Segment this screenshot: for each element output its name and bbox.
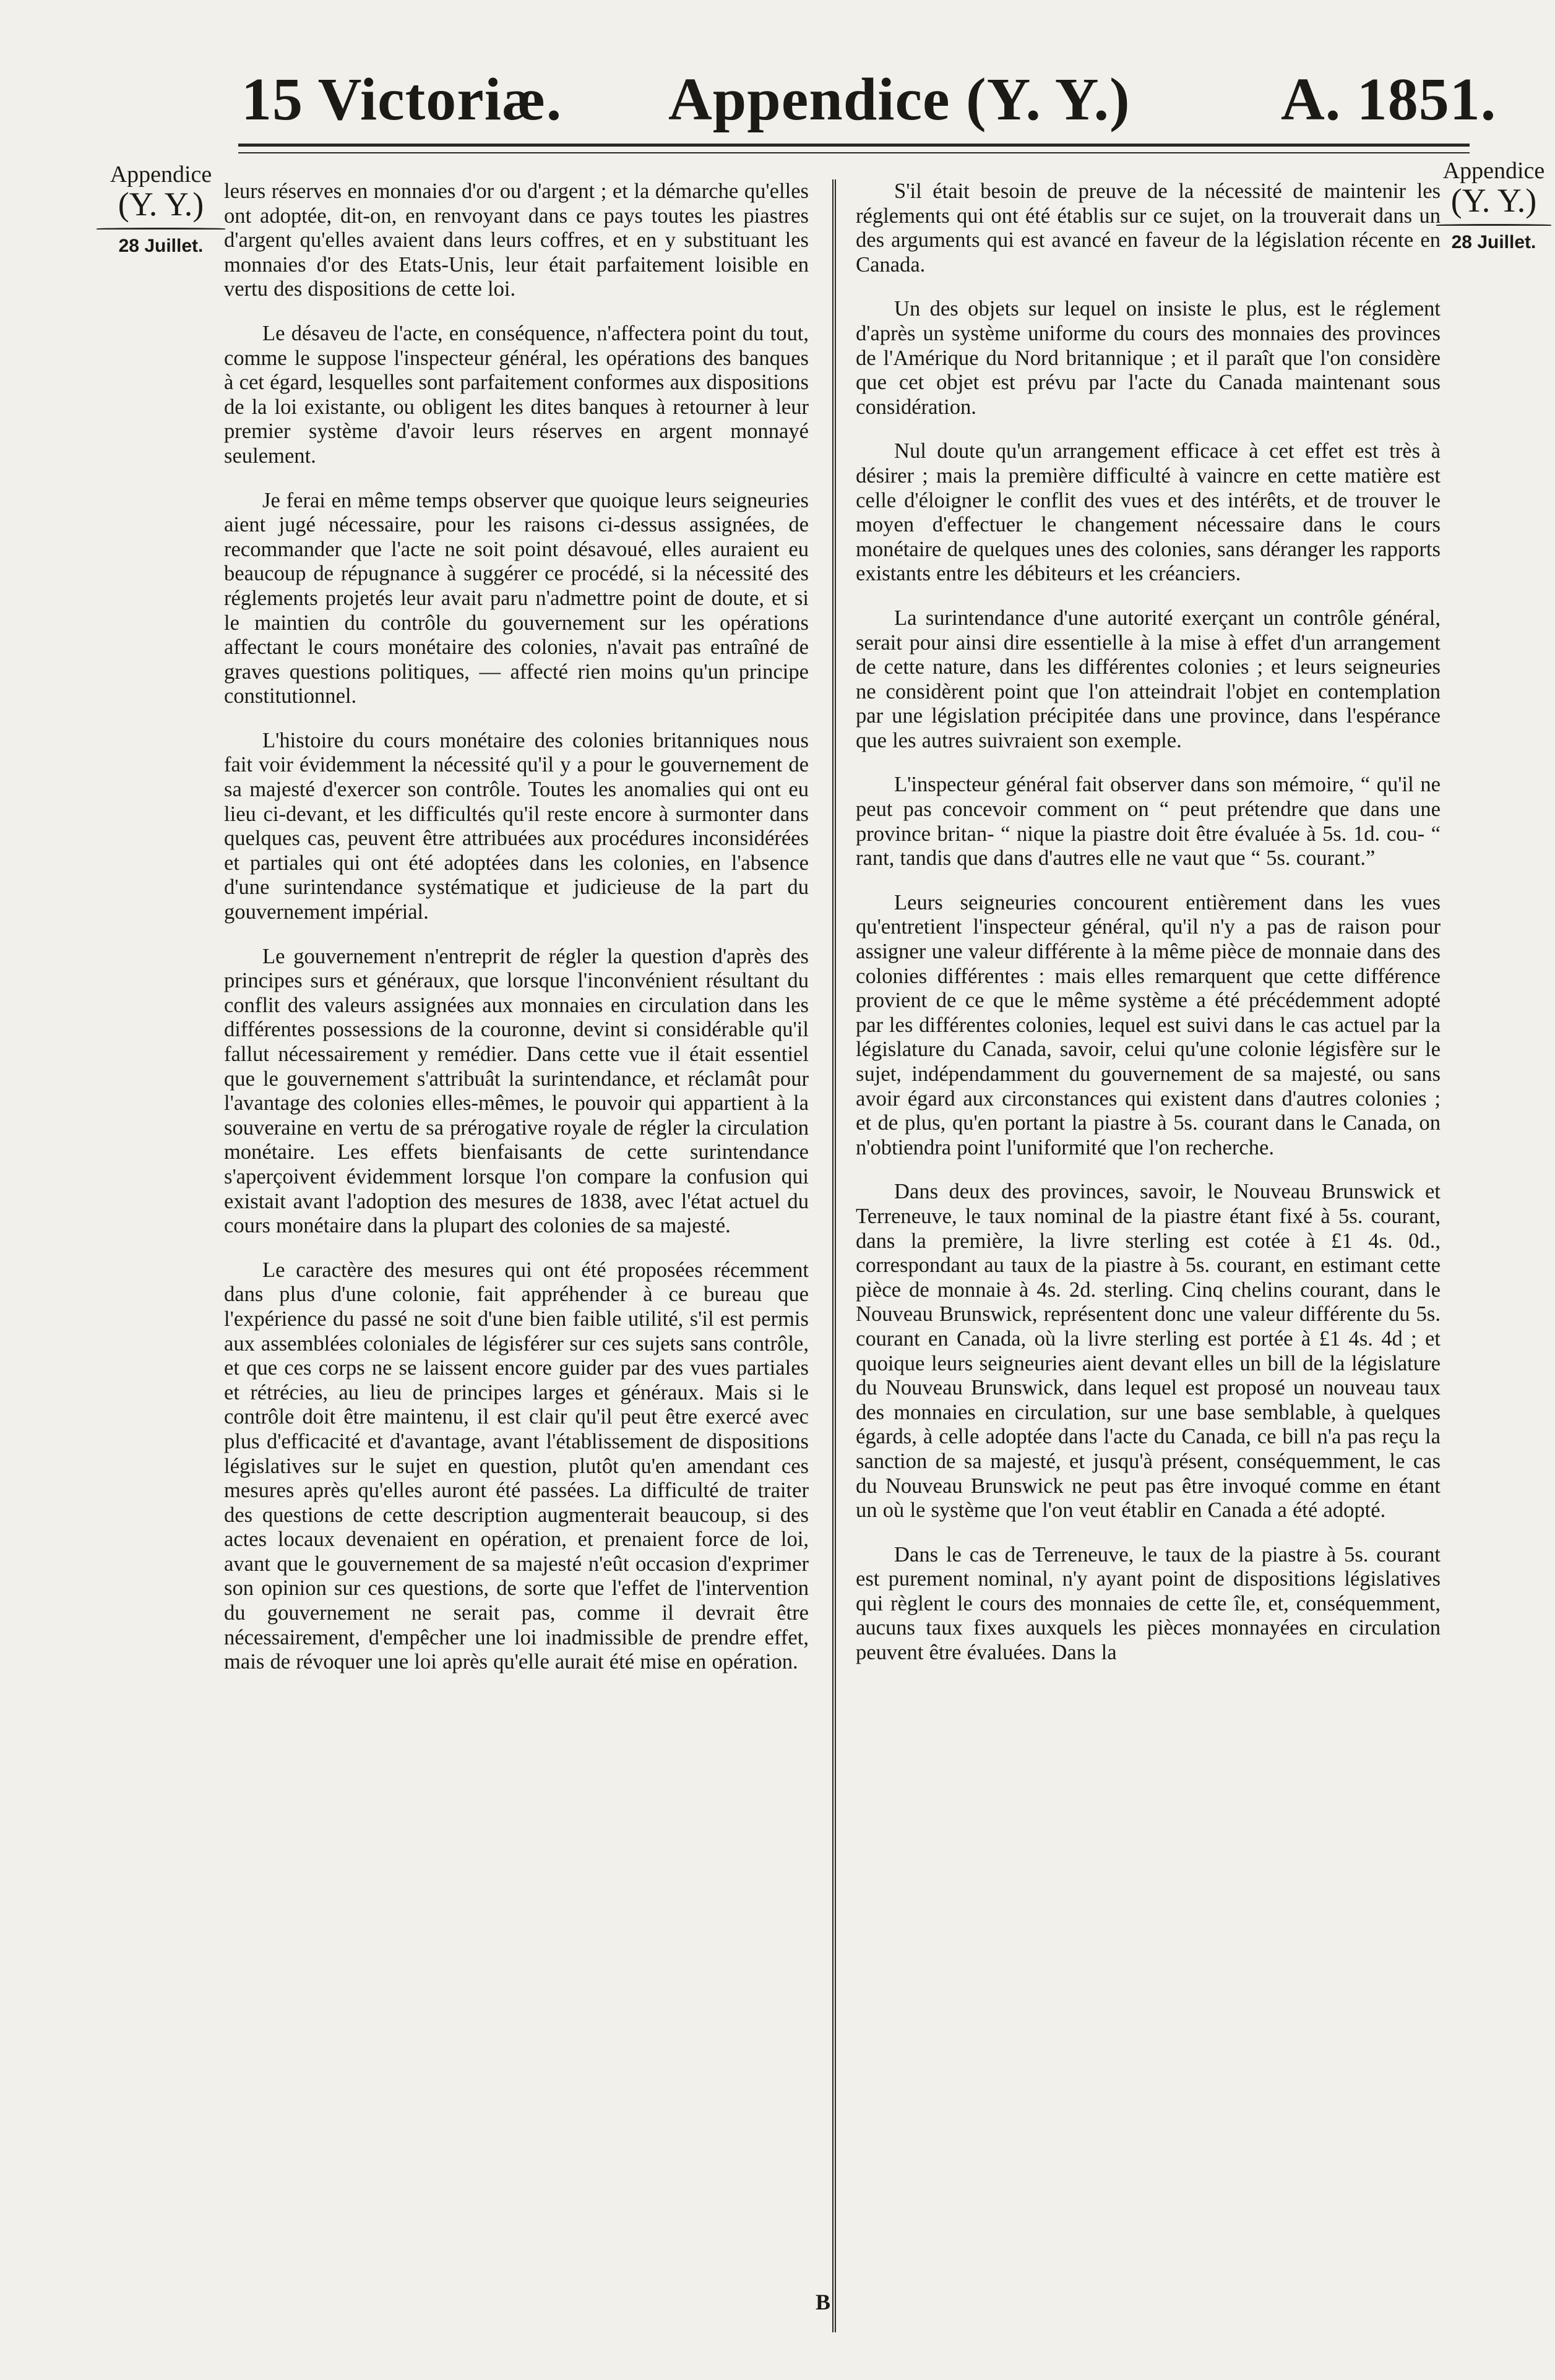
header-rule-thick [238, 144, 1470, 147]
paragraph: Dans deux des provinces, savoir, le Nouveau Brunswick et Terreneuve, le taux nominal de la piastre étant fixé à 5s. courant, dans la première, la livre sterling est cotée à £1 4s. 0d., correspondant au taux de la piastre à 5s. courant, en estimant cette pièce de monnaie à 4s. 2d. sterling. Cinq chelins courant, dans le Nouveau Brunswick, représentent donc une valeur différente du 5s. courant en Canada, où la livre sterling est portée à £1 4s. 4d ; et quoique leurs seigneuries aient devant elles un bill de la législature du Nouveau Brunswick, dans lequel est proposé un nouveau taux des monnaies en circulation, sur une base semblable, à quelques égards, à celle adoptée dans l'acte du Canada, ce bill n'a pas reçu la sanction de sa majesté, et jusqu'à présent, conséquemment, le cas du Nouveau Brunswick ne peut pas être invoqué comme en étant un où le système que l'on veut établir en Canada a été adopté. [856, 1180, 1441, 1523]
year: A. 1851. [1281, 66, 1497, 133]
paragraph: Dans le cas de Terreneuve, le taux de la piastre à 5s. courant est purement nominal, n'y ayant point de dispositions législatives qui règlent le cours des monnaies de cette île, et, conséquemment, aucuns taux fixes auxquels les pièces monnayées en circulation peuvent être évaluées. Dans la [856, 1542, 1441, 1665]
paragraph: Le gouvernement n'entreprit de régler la question d'après des principes surs et généraux, que lorsque l'inconvénient résultant du conflit des valeurs assignées aux monnaies en circulation dans les différentes possessions de la couronne, devint si considérable qu'il fallut nécessairement y remédier. Dans cette vue il était essentiel que le gouvernement s'attribuât la surintendance, et réclamât pour l'avantage des colonies elles-mêmes, le pouvoir qui appartient à la souveraine en vertu de sa prérogative royale de régler la circulation monétaire. Les effets bienfaisants de cette surintendance s'aperçoivent évidemment lorsque l'on compare la confusion qui existait avant l'adoption des mesures de 1838, avec l'état actuel du cours monétaire dans la plupart des colonies de sa majesté. [224, 944, 809, 1238]
left-margin-note [93, 162, 229, 257]
paragraph: Le caractère des mesures qui ont été proposées récemment dans plus d'une colonie, fait appréhender à ce bureau que l'expérience du passé ne soit d'une bien faible utilité, s'il est permis aux assemblées coloniales de légisférer sur ces sujets sans contrôle, et que ces corps ne se laissent encore guider par des vues partiales et rétrécies, au lieu de principes larges et généraux. Mais si le contrôle doit être maintenu, il est clair qu'il peut être exercé avec plus d'efficacité et d'avantage, avant l'établissement de dispositions législatives sur le sujet en question, plutôt qu'en amendant ces mesures après qu'elles auront été passées. La difficulté de traiter des questions de cette description augmenterait beaucoup, si des actes locaux devenaient en opération, et prenaient force de loi, avant que le gouvernement de sa majesté n'eût occasion d'exprimer son opinion sur ces questions, de sorte que l'effet de l'intervention du gouvernement ne serait pas, comme il devrait être nécessairement, d'empêcher une loi inadmissible de prendre effet, mais de révoquer une loi après qu'elle aurait été mise en opération. [224, 1258, 809, 1674]
margin-brace [93, 221, 229, 235]
margin-appendix-code: (Y. Y.) [1450, 182, 1537, 219]
column-divider [832, 179, 836, 2332]
margin-date: 28 Juillet. [118, 236, 204, 256]
margin-date: 28 Juillet. [1451, 232, 1536, 252]
paragraph: L'inspecteur général fait observer dans son mémoire, “ qu'il ne peut pas concevoir comment on “ peut prétendre que dans une province britan- “ nique la piastre doit être évaluée à 5s. 1d. cou- “ rant, tandis que dans d'autres elle ne vaut que “ 5s. courant.” [856, 773, 1441, 870]
paragraph: Un des objets sur lequel on insiste le plus, est le réglement d'après un système uniforme du cours des monnaies des provinces de l'Amérique du Nord britannique ; et il paraît que l'on considère que cet objet est prévu par l'acte du Canada maintenant sous considération. [856, 297, 1441, 419]
margin-brace [1432, 218, 1555, 231]
appendix-title: Appendice (Y. Y.) [668, 66, 1131, 133]
paragraph: Nul doute qu'un arrangement efficace à cet effet est très à désirer ; mais la première difficulté à vaincre en cette matière est celle d'éloigner le conflit des vues et des intérêts, et de trouver le moyen d'effectuer le changement nécessaire dans le cours monétaire de quelques unes des colonies, sans déranger les rapports existants entre les débiteurs et les créanciers. [856, 439, 1441, 586]
right-margin-note [1432, 158, 1555, 254]
paragraph: leurs réserves en monnaies d'or ou d'argent ; et la démarche qu'elles ont adoptée, dit-on, en renvoyant dans ce pays toutes les piastres d'argent qu'elles avaient dans leurs coffres, et en y substituant les monnaies d'or des Etats-Unis, leur était parfaitement loisible en vertu des dispositions de cette loi. [224, 179, 809, 301]
right-column [856, 179, 1441, 1685]
left-column [224, 179, 809, 1695]
paragraph: L'histoire du cours monétaire des colonies britanniques nous fait voir évidemment la nécessité qu'il y a pour le gouvernement de sa majesté d'exercer son contrôle. Toutes les anomalies qui ont eu lieu ci-devant, et les difficultés qu'il reste encore à surmonter dans quelques cas, peuvent être attribuées aux procédures inconsidérées et partiales qui ont été adoptées dans les colonies, en l'absence d'une surintendance systématique et judicieuse de la part du gouvernement impérial. [224, 728, 809, 924]
paragraph: La surintendance d'une autorité exerçant un contrôle général, serait pour ainsi dire essentielle à la mise à effet d'un arrangement de cette nature, dans les différentes colonies ; et leurs seigneuries ne considèrent point que l'on atteindrait l'objet en contemplation par une législation précipitée dans une province, dans l'espérance que les autres suivraient son exemple. [856, 606, 1441, 752]
paragraph: Le désaveu de l'acte, en conséquence, n'affectera point du tout, comme le suppose l'inspecteur général, les opérations des banques à cet égard, lesquelles sont parfaitement conformes aux dispositions de la loi existante, ou obligent les dites banques à retourner à leur premier système d'avoir leurs réserves en argent monnayé seulement. [224, 321, 809, 468]
paragraph: Je ferai en même temps observer que quoique leurs seigneuries aient jugé nécessaire, pour les raisons ci-dessus assignées, de recommander que l'acte ne soit point désavoué, elles auraient eu beaucoup de répugnance à suggérer ce procédé, si la nécessité des réglements projetés leur avait paru n'admettre point de doute, et si le maintien du contrôle du gouvernement sur les opérations affectant le cours monétaire des colonies, n'avait pas entraîné de graves questions politiques, — affecté rien moins qu'un principe constitutionnel. [224, 488, 809, 708]
regnal-year: 15 Victoriæ. [241, 66, 562, 133]
paragraph: Leurs seigneuries concourent entièrement dans les vues qu'entretient l'inspecteur général, qu'il n'y a pas de raison pour assigner une valeur différente à la même pièce de monnaie dans des colonies différentes : mais elles remarquent que cette différence provient de ce que le même système a été précédemment adopté par les différentes colonies, lequel est suivi dans le cas actuel par la législature du Canada, savoir, celui qu'une colonie légisfère sur le sujet, indépendamment du gouvernement de sa majesté, ou sans avoir égard aux circonstances qui existent dans d'autres colonies ; et de plus, qu'en portant la piastre à 5s. courant dans le Canada, on n'obtiendra point l'uniformité que l'on recherche. [856, 890, 1441, 1159]
margin-appendix-code: (Y. Y.) [118, 186, 204, 223]
margin-appendix-label: Appendice [110, 161, 212, 187]
margin-appendix-label: Appendice [1442, 158, 1545, 184]
paragraph: S'il était besoin de preuve de la nécessité de maintenir les réglements qui ont été établis sur ce sujet, on la trouverait dans un des arguments qui est avancé en faveur de la législation récente en Canada. [856, 179, 1441, 277]
header-rule-thin [238, 152, 1470, 153]
page-header [0, 65, 1555, 139]
signature-mark: B [816, 2290, 831, 2314]
